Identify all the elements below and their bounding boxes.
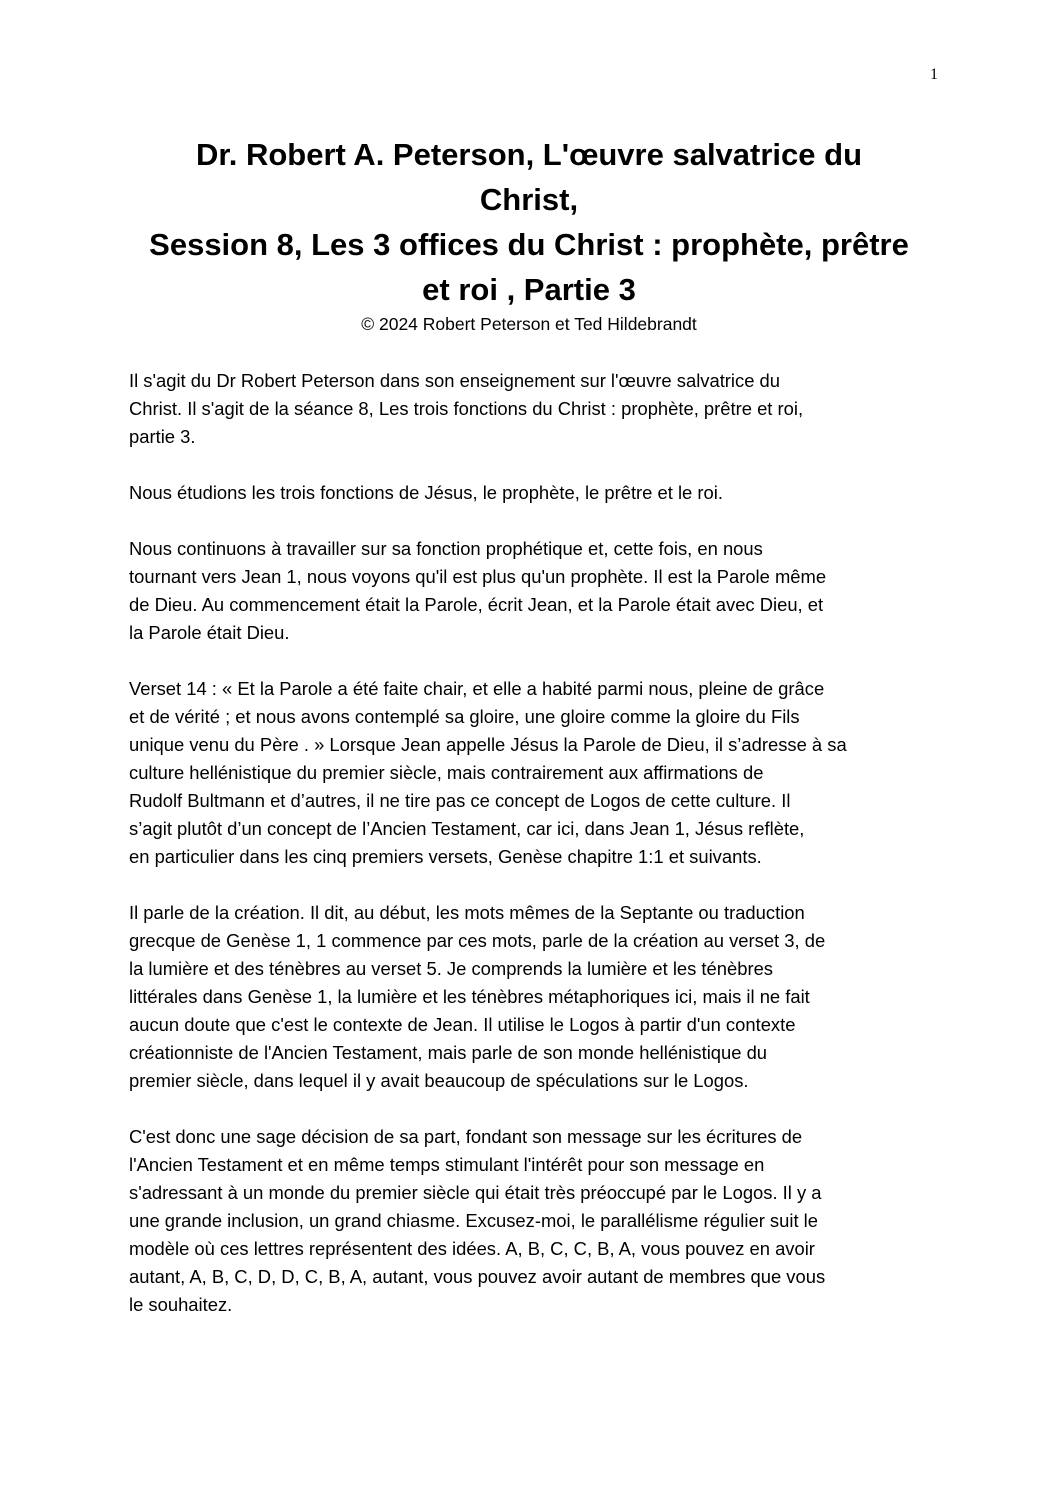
title-line: et roi , Partie 3 (422, 272, 636, 307)
text-line: culture hellénistique du premier siècle, mais contrairement aux affirmations de (129, 762, 764, 783)
text-line: une grande inclusion, un grand chiasme. Excusez-moi, le parallélisme régulier suit le (129, 1210, 818, 1231)
text-line: créationniste de l'Ancien Testament, mais parle de son monde hellénistique du (129, 1042, 768, 1063)
title-line: Session 8, Les 3 offices du Christ : prophète, prêtre (149, 227, 909, 262)
text-line: Nous étudions les trois fonctions de Jésus, le prophète, le prêtre et le roi. (129, 482, 723, 503)
page-number: 1 (930, 66, 938, 83)
paragraph-verse-14 (129, 675, 929, 871)
paragraph-wise-decision (129, 1123, 929, 1319)
text-line: s'adressant à un monde du premier siècle qui était très préoccupé par le Logos. Il y a (129, 1182, 822, 1203)
text-line: aucun doute que c'est le contexte de Jean. Il utilise le Logos à partir d'un contexte (129, 1014, 796, 1035)
text-line: partie 3. (129, 426, 196, 447)
text-line: et de vérité ; et nous avons contemplé sa gloire, une gloire comme la gloire du Fils (129, 706, 800, 727)
paragraph-creation (129, 899, 929, 1095)
text-line: Il parle de la création. Il dit, au début, les mots mêmes de la Septante ou traduction (129, 902, 805, 923)
text-line: unique venu du Père . » Lorsque Jean appelle Jésus la Parole de Dieu, il s’adresse à sa (129, 734, 847, 755)
text-line: de Dieu. Au commencement était la Parole, écrit Jean, et la Parole était avec Dieu, et (129, 594, 824, 615)
text-line: la Parole était Dieu. (129, 622, 290, 643)
text-line: Rudolf Bultmann et d’autres, il ne tire pas ce concept de Logos de cette culture. Il (129, 790, 791, 811)
paragraph-prophetic-function (129, 535, 929, 647)
paragraph-three-functions (129, 479, 929, 507)
title-line: Dr. Robert A. Peterson, L'œuvre salvatrice du (195, 137, 862, 172)
text-line: Il s'agit du Dr Robert Peterson dans son enseignement sur l'œuvre salvatrice du (129, 370, 781, 391)
copyright-notice: © 2024 Robert Peterson et Ted Hildebrandt (361, 314, 697, 334)
text-line: premier siècle, dans lequel il y avait beaucoup de spéculations sur le Logos. (129, 1070, 749, 1091)
text-line: s’agit plutôt d’un concept de l’Ancien Testament, car ici, dans Jean 1, Jésus reflète, (129, 818, 805, 839)
text-line: C'est donc une sage décision de sa part, fondant son message sur les écritures de (129, 1126, 803, 1147)
text-line: grecque de Genèse 1, 1 commence par ces mots, parle de la création au verset 3, de (129, 930, 826, 951)
text-line: littérales dans Genèse 1, la lumière et les ténèbres métaphoriques ici, mais il ne fait (129, 986, 810, 1007)
text-line: la lumière et des ténèbres au verset 5. Je comprends la lumière et les ténèbres (129, 958, 774, 979)
text-line: autant, A, B, C, D, D, C, B, A, autant, vous pouvez avoir autant de membres que vous (129, 1266, 826, 1287)
body-text (129, 367, 929, 1347)
text-line: en particulier dans les cinq premiers versets, Genèse chapitre 1:1 et suivants. (129, 846, 762, 867)
text-line: modèle où ces lettres représentent des idées. A, B, C, C, B, A, vous pouvez en avoir (129, 1238, 815, 1259)
text-line: Nous continuons à travailler sur sa fonction prophétique et, cette fois, en nous (129, 538, 763, 559)
text-line: tournant vers Jean 1, nous voyons qu'il est plus qu'un prophète. Il est la Parole même (129, 566, 827, 587)
title-block (120, 132, 938, 336)
paragraph-intro (129, 367, 929, 451)
text-line: l'Ancien Testament et en même temps stimulant l'intérêt pour son message en (129, 1154, 765, 1175)
text-line: Christ. Il s'agit de la séance 8, Les trois fonctions du Christ : prophète, prêtre et roi, (129, 398, 804, 419)
text-line: le souhaitez. (129, 1294, 233, 1315)
text-line: Verset 14 : « Et la Parole a été faite chair, et elle a habité parmi nous, pleine de grâce (129, 678, 825, 699)
title-line: Christ, (479, 182, 579, 217)
